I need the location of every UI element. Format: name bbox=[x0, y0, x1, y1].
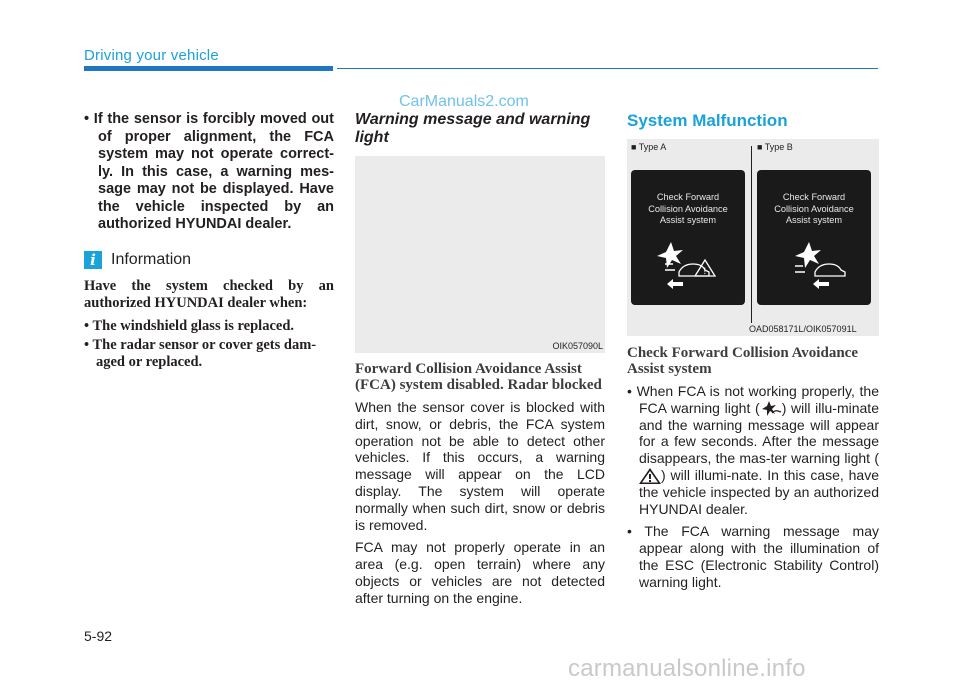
bullet-text: When FCA is not working properly, the FCA warning light ( bbox=[636, 383, 879, 416]
column-middle bbox=[355, 111, 605, 147]
page-number: 5-92 bbox=[84, 628, 113, 644]
malfunction-bullet-2: • The FCA warning message may appear along with the illumination of the ESC (Electronic Stability Control) warning light. bbox=[627, 523, 879, 590]
watermark-bottom[interactable]: carmanualsonline.info bbox=[568, 655, 806, 682]
bullet-text: ) will illu-minate and the warning message will appear for a few seconds. After the message disappears, the mas-ter warning light ( bbox=[639, 399, 879, 467]
list-item: • The radar sensor or cover gets dam-aged or replaced. bbox=[84, 337, 334, 371]
column-right-body bbox=[627, 345, 879, 591]
svg-text:!: ! bbox=[703, 267, 707, 277]
screen-message bbox=[631, 192, 745, 227]
screen-line: Check Forward bbox=[656, 192, 720, 202]
system-malfunction-title: System Malfunction bbox=[627, 111, 788, 130]
paragraph: When the sensor cover is blocked with dirt, snow, or debris, the FCA system operation not be able to detect other vehicles. If this occurs, a warning message will appear on the LCD display. The system will operate normally when such dirt, snow or debris is removed. bbox=[355, 399, 605, 533]
screen-line: Assist system bbox=[785, 215, 843, 225]
figure-fca-disabled bbox=[355, 156, 605, 353]
type-b-label: ■ Type B bbox=[757, 142, 793, 152]
column-middle-body bbox=[355, 361, 605, 607]
fca-warning-light-icon bbox=[760, 401, 782, 416]
column-right bbox=[627, 111, 879, 131]
screen-line: Collision Avoidance bbox=[648, 203, 728, 214]
screen-line: Assist system bbox=[659, 215, 717, 225]
information-title: Information bbox=[111, 250, 192, 268]
bullet-text: ) will illumi-nate. In this case, have the vehicle inspected by an authorized HYUNDAI dealer. bbox=[639, 466, 879, 517]
cluster-screen-type-b bbox=[757, 170, 871, 305]
screen-line: Check Forward bbox=[782, 192, 846, 202]
type-a-label: ■ Type A bbox=[631, 142, 667, 152]
malfunction-bullet-1 bbox=[627, 383, 879, 517]
paragraph: FCA may not properly operate in an area (e.g. open terrain) where any objects or vehicles are not detected after turning on the engine. bbox=[355, 539, 605, 606]
check-fca-subheading: Check Forward Collision Avoidance Assist system bbox=[627, 345, 858, 377]
watermark-top[interactable]: CarManuals2.com bbox=[399, 93, 529, 110]
fca-disabled-subheading: Forward Collision Avoidance Assist (FCA) system disabled. Radar blocked bbox=[355, 361, 602, 393]
figure-code: OIK057090L bbox=[552, 341, 603, 351]
fca-collision-icon bbox=[771, 242, 861, 300]
figure-code: OAD058171L/OIK057091L bbox=[749, 324, 857, 334]
screen-message bbox=[757, 192, 871, 227]
column-left bbox=[84, 111, 334, 373]
figure-divider bbox=[751, 146, 752, 323]
header-rule-thin bbox=[337, 68, 878, 69]
information-header bbox=[84, 251, 334, 269]
header-rule-thick bbox=[84, 66, 333, 71]
info-icon: i bbox=[84, 251, 102, 269]
information-list bbox=[84, 318, 334, 371]
list-item: • The windshield glass is replaced. bbox=[84, 318, 334, 335]
cluster-screen-type-a bbox=[631, 170, 745, 305]
fca-collision-icon bbox=[645, 242, 735, 300]
section-title: Driving your vehicle bbox=[84, 47, 219, 64]
information-intro: Have the system checked by an authorized HYUNDAI dealer when: bbox=[84, 277, 334, 311]
figure-malfunction-display bbox=[627, 139, 879, 336]
sensor-warning-bullet: • If the sensor is forcibly moved out of proper alignment, the FCA system may not operate correct-ly. In this case, a warning mes-sage may not be displayed. Have the vehicle inspected by an authorized HYUNDAI dealer. bbox=[84, 111, 334, 234]
master-warning-icon bbox=[639, 468, 661, 483]
warning-message-heading: Warning message and warning light bbox=[355, 111, 591, 146]
screen-line: Collision Avoidance bbox=[774, 203, 854, 214]
